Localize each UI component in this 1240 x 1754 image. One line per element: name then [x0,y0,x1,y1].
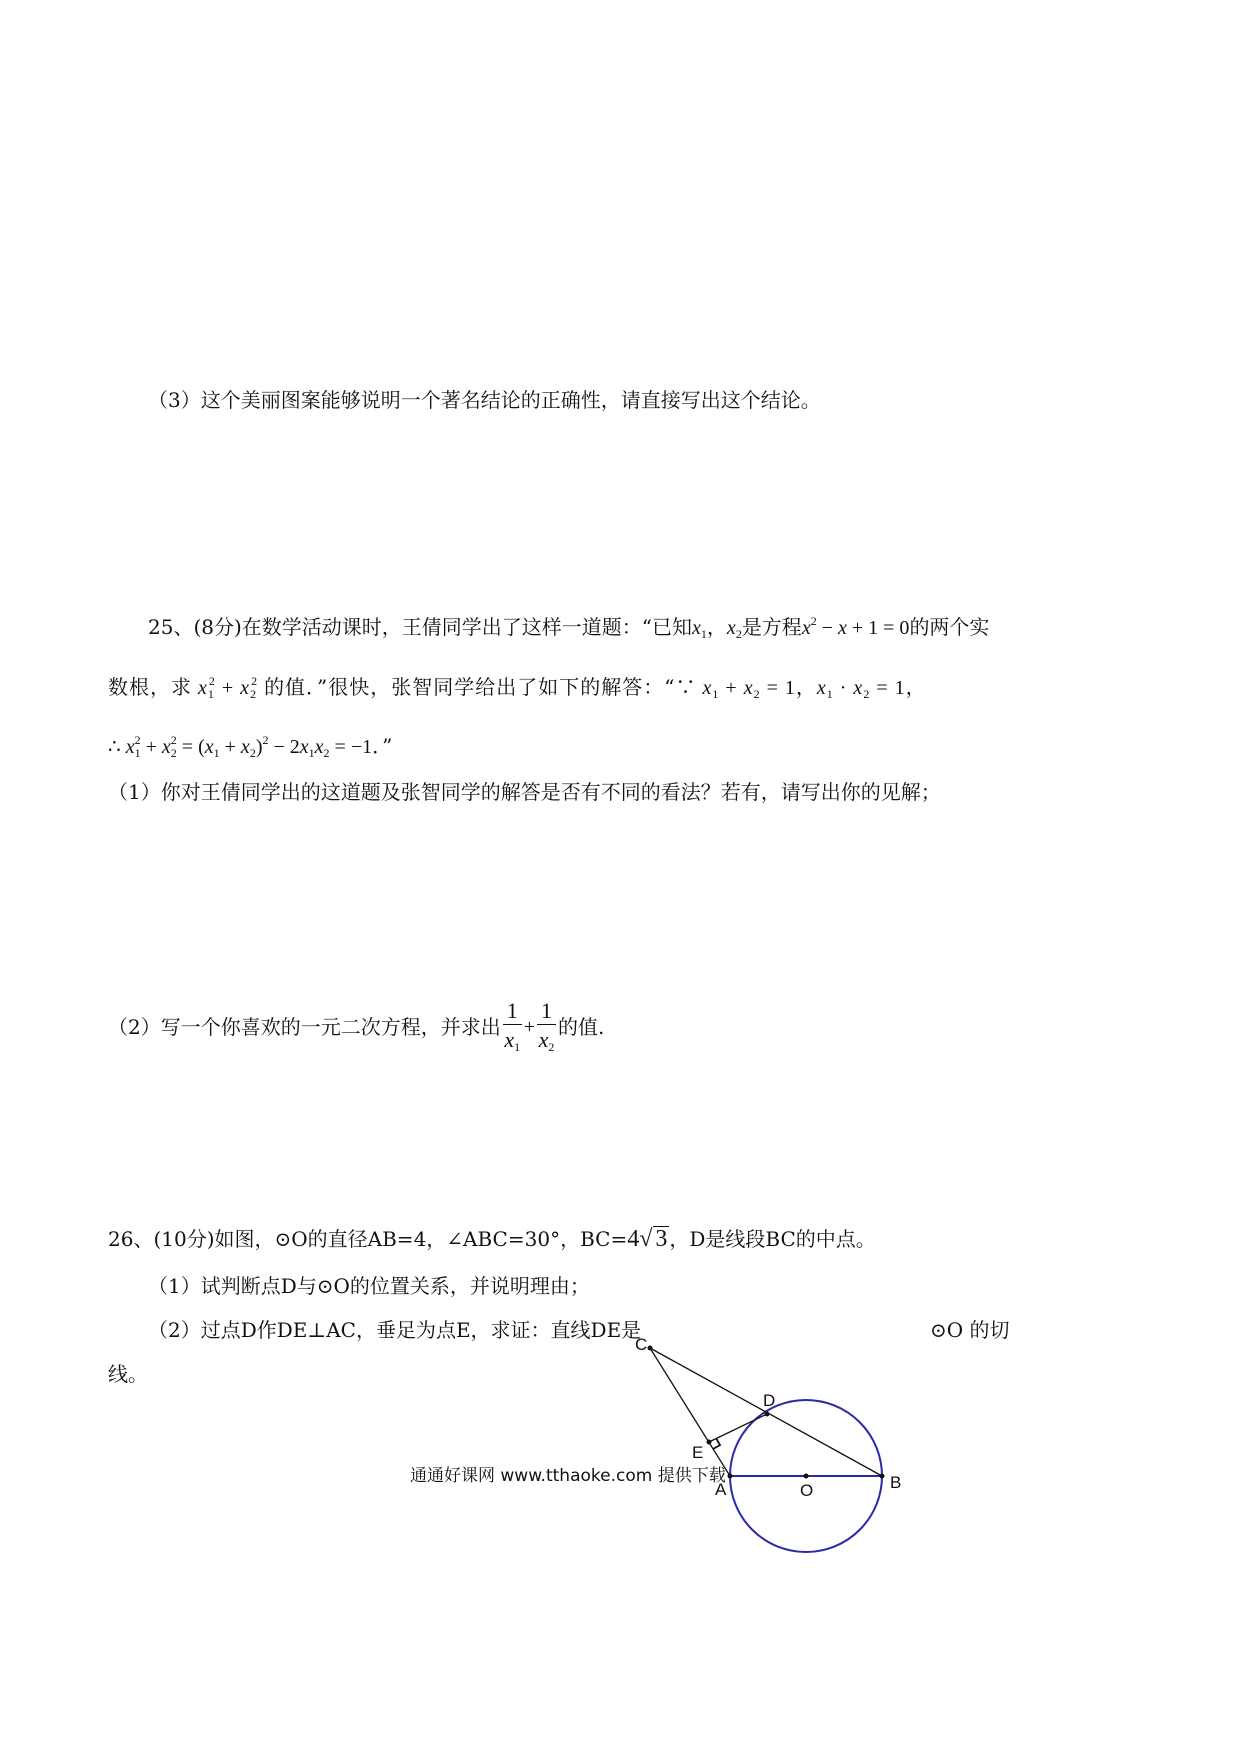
q25-number: 25、 [148,615,194,639]
point-c [648,1346,653,1351]
q26-part2-end: ⊙O 的切 [930,1318,1010,1342]
point-e [707,1440,712,1445]
q26-points: (10分) [153,1227,215,1251]
fraction-1-over-x1: $\frac{1}{x_1}$ [504,998,521,1054]
segment-de [709,1414,767,1442]
q25-line1 [148,615,989,640]
point-d [765,1412,770,1417]
q25-part1: （1）你对王倩同学出的这道题及张智同学的解答是否有不同的看法？若有，请写出你的见解； [108,780,941,804]
q26-bc-value: 4√ 3 [627,1226,668,1252]
point-o [804,1474,809,1479]
q25-line2-a: 数根，求 [108,675,192,699]
label-o: O [800,1481,814,1500]
q25-line3 [108,734,392,759]
label-a: A [715,1480,727,1499]
q26-text-b: ，D是线段BC的中点。 [669,1227,876,1251]
q25-line2: 数根，求 $x_1^2 + x_2^2$ 的值．”很快，张智同学给出了如下的解答：“∵ $x_1 + x_2 = 1$，$x_1 \cdot x_2 = 1$， [108,674,927,701]
q25-points: (8分) [193,615,242,639]
q25-product-eq: $x_1 \cdot x_2 = 1$ [816,677,906,701]
q25-derivation: $x_1^2 + x_2^2 = (x_1 + x_2)^2 - 2x_1x_2 = -1$ [120,733,373,760]
q24-part3: （3）这个美丽图案能够说明一个著名结论的正确性，请直接写出这个结论。 [148,388,821,412]
q25-equation: $x^2 - x + 1 = 0$ [801,614,910,639]
q25-part2: （2）写一个你喜欢的一元二次方程，并求出 $\frac{1}{x_1}$ + $\frac{1}{x_2}$ 的值. [108,998,605,1054]
fraction-1-over-x2: $\frac{1}{x_2}$ [538,998,555,1054]
q26-part2-cont: 线。 [108,1362,148,1386]
q26-part1: （1）试判断点D与⊙O的位置关系，并说明理由； [148,1274,590,1298]
q25-text-c: 的两个实 [909,615,990,639]
q25-x1: $x_1$ [692,617,707,641]
q25-sep: ， [706,615,727,639]
label-d: D [763,1391,776,1410]
q25-x2: $x_2$ [726,617,742,641]
q26-text-a: 如图，⊙O的直径AB=4，∠ABC=30°，BC= [214,1227,628,1251]
therefore-symbol: ∴ [108,734,121,758]
q25-sum-squares: $x_1^2 + x_2^2$ [192,674,259,701]
footer-text: 通通好课网 www.tthaoke.com 提供下载 [410,1466,726,1486]
q25-text-b: 是方程 [741,615,802,639]
q25-text-a: 在数学活动课时，王倩同学出了这样一道题：“已知 [241,615,693,639]
label-b: B [890,1473,902,1492]
q26-part2: （2）过点D作DE⊥AC，垂足为点E，求证：直线DE是 [148,1318,642,1342]
q26-line1 [108,1226,876,1251]
segment-ca [650,1348,730,1476]
point-a [728,1474,733,1479]
q25-line2-b: 的值．”很快，张智同学给出了如下的解答：“ [264,675,676,699]
label-c: C [635,1335,648,1354]
q26-number: 26、 [108,1227,154,1251]
q25-sum-eq: $x_1 + x_2 = 1$ [696,677,796,701]
because-symbol: ∵ [675,675,697,699]
q25-closing: ．” [372,734,393,758]
geometry-figure [620,1320,920,1560]
label-e: E [692,1443,704,1462]
q25-part2-b: 的值. [558,1014,605,1039]
point-b [880,1474,885,1479]
q25-part2-a: （2）写一个你喜欢的一元二次方程，并求出 [108,1014,501,1039]
